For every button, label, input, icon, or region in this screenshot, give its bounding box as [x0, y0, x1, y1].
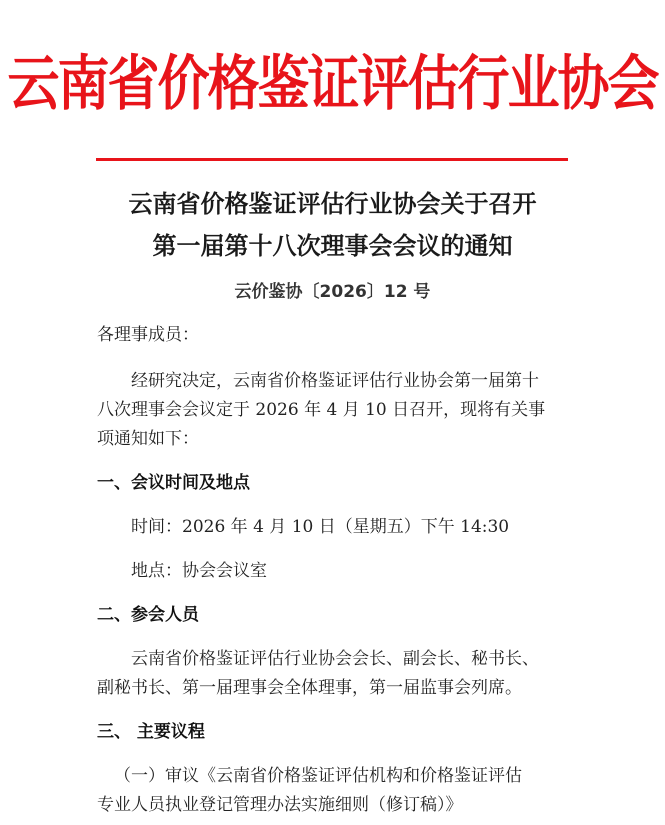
- document-number: 云价鉴协〔2026〕12 号: [234, 282, 431, 302]
- intro-line-2: 八次理事会会议定于 2026 年 4 月 10 日召开，现将有关事: [97, 400, 546, 420]
- section-3-heading: 三、 主要议程: [97, 722, 205, 742]
- agenda-item-1-line-1: （一）审议《云南省价格鉴证评估机构和价格鉴证评估: [114, 766, 522, 786]
- org-letterhead-title: 云南省价格鉴证评估行业协会: [7, 48, 658, 119]
- intro-line-1: 经研究决定，云南省价格鉴证评估行业协会第一届第十: [131, 371, 539, 391]
- meeting-place: 地点：协会会议室: [131, 561, 267, 581]
- notice-title-line-2: 第一届第十八次理事会会议的通知: [152, 232, 513, 260]
- attendees-line-1: 云南省价格鉴证评估行业协会会长、副会长、秘书长、: [131, 649, 539, 669]
- attendees-line-2: 副秘书长、第一届理事会全体理事，第一届监事会列席。: [97, 678, 522, 698]
- section-1-heading: 一、会议时间及地点: [97, 473, 250, 493]
- meeting-time: 时间：2026 年 4 月 10 日（星期五）下午 14:30: [131, 517, 510, 537]
- salutation: 各理事成员：: [97, 325, 199, 345]
- agenda-item-1-line-2: 专业人员执业登记管理办法实施细则（修订稿）》: [97, 795, 463, 815]
- section-2-heading: 二、参会人员: [97, 605, 199, 625]
- letterhead-red-rule: [96, 158, 568, 161]
- intro-line-3: 项通知如下：: [97, 429, 199, 449]
- notice-title-line-1: 云南省价格鉴证评估行业协会关于召开: [128, 190, 537, 218]
